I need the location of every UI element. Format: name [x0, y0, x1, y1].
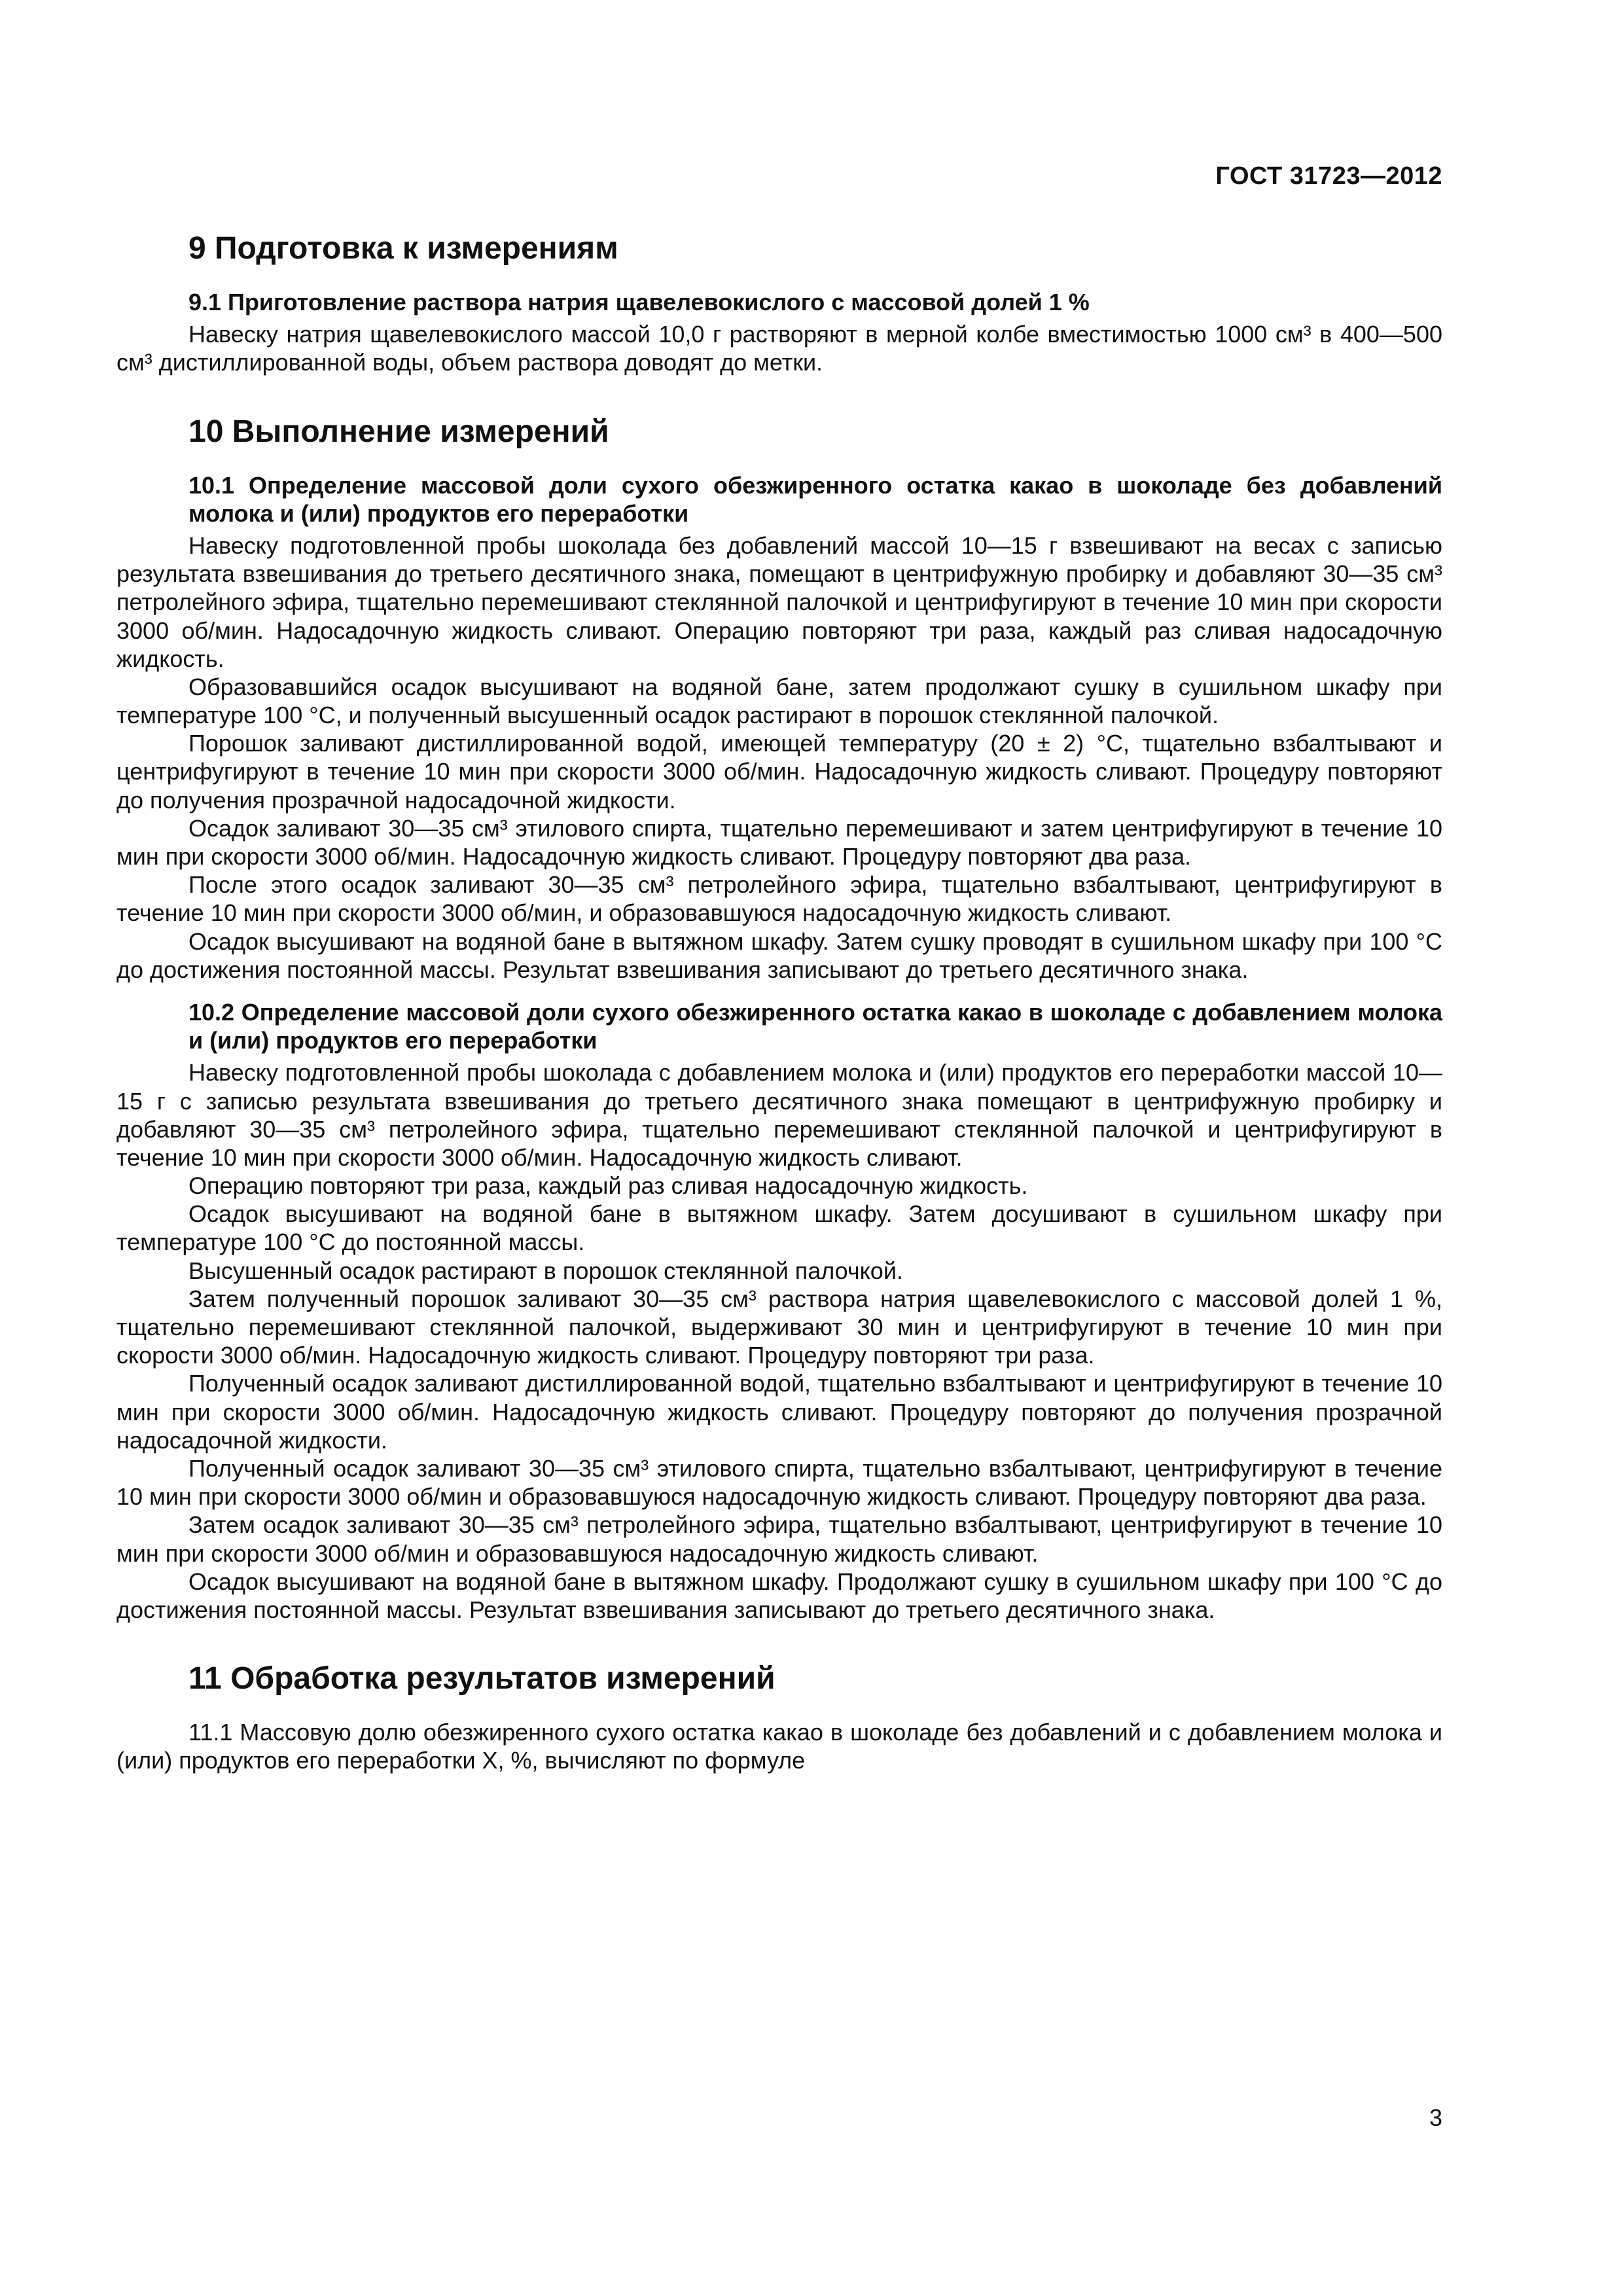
paragraph: Высушенный осадок растирают в порошок стеклянной палочкой. — [188, 1257, 903, 1284]
paragraph: Полученный осадок заливают 30—35 см³ этилового спирта, тщательно взбалтывают, центрифугируют в течение 10 мин при скорости 3000 об/мин и образовавшуюся надосадочную жидкость сливают. Процедуру повторяют два раза. — [116, 1454, 1442, 1511]
section-10-heading: 10 Выполнение измерений — [188, 414, 609, 449]
subsection-9-1-heading: 9.1 Приготовление раствора натрия щавелевокислого с массовой долей 1 % — [188, 289, 1090, 315]
paragraph: Осадок высушивают на водяной бане в вытяжном шкафу. Затем досушивают в сушильном шкафу при температуре 100 °С до постоянной массы. — [116, 1200, 1442, 1256]
paragraph: Навеску подготовленной пробы шоколада с добавлением молока и (или) продуктов его переработки массой 10—15 г с записью результата взвешивания до третьего десятичного знака помещают в центрифужную пробирку и добавляют 30—35 см³ петролейного эфира, тщательно перемешивают стеклянной палочкой и центрифугируют в течение 10 мин при скорости 3000 об/мин. Надосадочную жидкость сливают. — [116, 1059, 1442, 1171]
paragraph: Осадок заливают 30—35 см³ этилового спирта, тщательно перемешивают и затем центрифугируют в течение 10 мин при скорости 3000 об/мин. Надосадочную жидкость сливают. Процедуру повторяют два раза. — [116, 814, 1442, 870]
paragraph: Навеску натрия щавелевокислого массой 10,0 г растворяют в мерной колбе вместимостью 1000 см³ в 400—500 см³ дистиллированной воды, объем раствора доводят до метки. — [116, 321, 1442, 376]
paragraph: Навеску подготовленной пробы шоколада без добавлений массой 10—15 г взвешивают на весах с записью результата взвешивания до третьего десятичного знака, помещают в центрифужную пробирку и добавляют 30—35 см³ петролейного эфира, тщательно перемешивают стеклянной палочкой и центрифугируют в течение 10 мин при скорости 3000 об/мин. Надосадочную жидкость сливают. Операцию повторяют три раза, каждый раз сливая надосадочную жидкость. — [116, 531, 1442, 672]
paragraph: 11.1 Массовую долю обезжиренного сухого остатка какао в шоколаде без добавлений и с добавлением молока и (или) продуктов его переработки X, %, вычисляют по формуле — [116, 1719, 1442, 1774]
subsection-10-1-heading: 10.1 Определение массовой доли сухого обезжиренного остатка какао в шоколаде без добавлений молока и (или) продуктов его переработки — [188, 471, 1442, 527]
section-11-heading: 11 Обработка результатов измерений — [188, 1661, 776, 1696]
subsection-10-2-heading: 10.2 Определение массовой доли сухого обезжиренного остатка какао в шоколаде с добавлением молока и (или) продуктов его переработки — [188, 998, 1442, 1054]
paragraph: Осадок высушивают на водяной бане в вытяжном шкафу. Затем сушку проводят в сушильном шкафу при 100 °С до достижения постоянной массы. Результат взвешивания записывают до третьего десятичного знака. — [116, 927, 1442, 983]
paragraph: Образовавшийся осадок высушивают на водяной бане, затем продолжают сушку в сушильном шкафу при температуре 100 °С, и полученный высушенный осадок растирают в порошок стеклянной палочкой. — [116, 673, 1442, 729]
document-code: ГОСТ 31723—2012 — [1215, 162, 1442, 190]
section-9-heading: 9 Подготовка к измерениям — [188, 231, 618, 266]
page-number: 3 — [1429, 2104, 1442, 2131]
document-body — [116, 229, 1442, 1774]
paragraph: Затем полученный порошок заливают 30—35 см³ раствора натрия щавелевокислого с массовой долей 1 %, тщательно перемешивают стеклянной палочкой, выдерживают 30 мин и центрифугируют в течение 10 мин при скорости 3000 об/мин. Надосадочную жидкость сливают. Процедуру повторяют три раза. — [116, 1285, 1442, 1369]
paragraph: Порошок заливают дистиллированной водой, имеющей температуру (20 ± 2) °С, тщательно взбалтывают и центрифугируют в течение 10 мин при скорости 3000 об/мин. Надосадочную жидкость сливают. Процедуру повторяют до получения прозрачной надосадочной жидкости. — [116, 730, 1442, 814]
paragraph: Полученный осадок заливают дистиллированной водой, тщательно взбалтывают и центрифугируют в течение 10 мин при скорости 3000 об/мин. Надосадочную жидкость сливают. Процедуру повторяют до получения прозрачной надосадочной жидкости. — [116, 1370, 1442, 1454]
paragraph: Операцию повторяют три раза, каждый раз сливая надосадочную жидкость. — [188, 1172, 1028, 1200]
paragraph: После этого осадок заливают 30—35 см³ петролейного эфира, тщательно взбалтывают, центрифугируют в течение 10 мин при скорости 3000 об/мин, и образовавшуюся надосадочную жидкость сливают. — [116, 871, 1442, 927]
paragraph: Затем осадок заливают 30—35 см³ петролейного эфира, тщательно взбалтывают, центрифугируют в течение 10 мин при скорости 3000 об/мин и образовавшуюся надосадочную жидкость сливают. — [116, 1511, 1442, 1567]
paragraph: Осадок высушивают на водяной бане в вытяжном шкафу. Продолжают сушку в сушильном шкафу при 100 °С до достижения постоянной массы. Результат взвешивания записывают до третьего десятичного знака. — [116, 1568, 1442, 1623]
